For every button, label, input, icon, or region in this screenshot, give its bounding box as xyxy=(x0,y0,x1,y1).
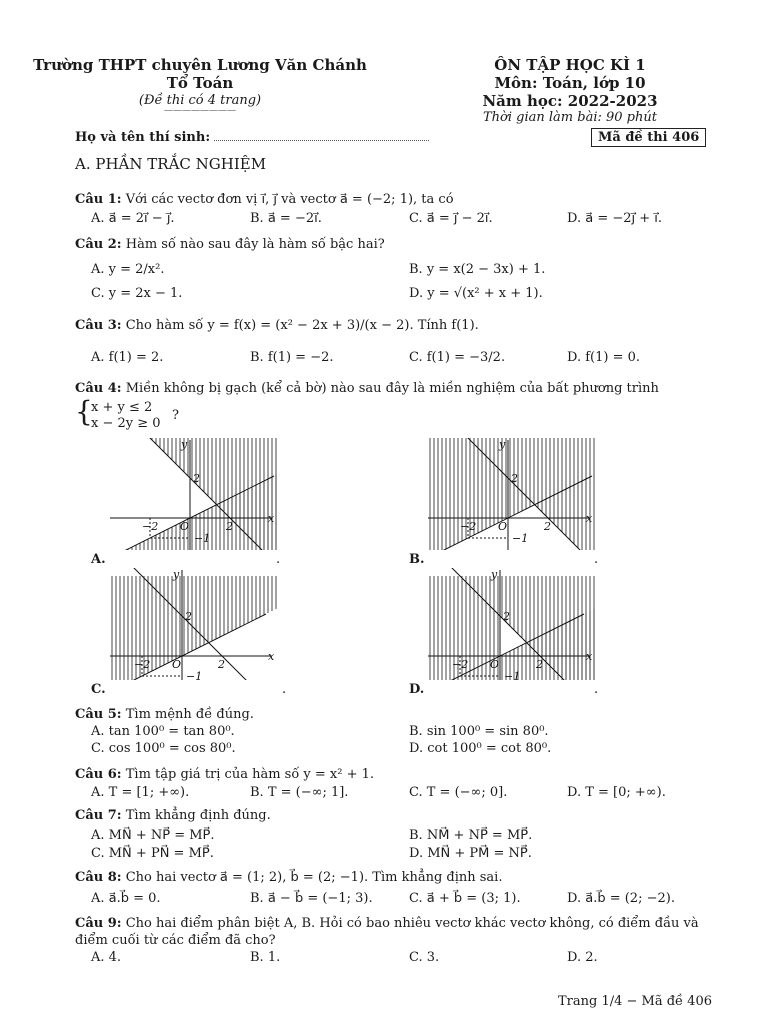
q2-option-c[interactable]: C. y = 2x − 1. xyxy=(91,286,183,301)
x-axis-label: x xyxy=(586,512,593,525)
x-axis-label: x xyxy=(268,650,275,663)
question-text: Miền không bị gạch (kể cả bờ) nào sau đây là miền nghiệm của bất phương trình xyxy=(125,381,659,396)
q9-option-d[interactable]: D. 2. xyxy=(567,950,598,965)
student-name-label: Họ và tên thí sinh: xyxy=(75,130,211,145)
q2-option-a[interactable]: A. y = 2/x². xyxy=(91,262,165,277)
school-year: Năm học: 2022-2023 xyxy=(482,92,658,110)
question-label: Câu 4: xyxy=(75,381,122,396)
tick-x-2: 2 xyxy=(226,520,233,533)
tick-x-neg-2: −2 xyxy=(142,520,159,533)
x-axis-label: x xyxy=(268,512,275,525)
graph-svg xyxy=(428,438,596,550)
q7-option-a[interactable]: A. MN⃗ + NP⃗ = MP⃗. xyxy=(91,828,215,843)
q3-option-d[interactable]: D. f(1) = 0. xyxy=(567,350,641,365)
q1-option-d[interactable]: D. a⃗ = −2j⃗ + i⃗. xyxy=(567,211,663,226)
q9-option-b[interactable]: B. 1. xyxy=(250,950,281,965)
tick-y-neg-1: −1 xyxy=(186,670,203,680)
q4-option-a-label[interactable]: A. xyxy=(91,552,106,567)
q3-option-c[interactable]: C. f(1) = −3/2. xyxy=(409,350,506,365)
y-axis-label: y xyxy=(181,438,188,451)
graph-svg xyxy=(110,438,278,550)
graph-option-d[interactable] xyxy=(428,568,596,680)
y-axis-label: y xyxy=(491,568,498,581)
q3-option-a[interactable]: A. f(1) = 2. xyxy=(91,350,164,365)
q4-option-d-period: . xyxy=(594,682,599,697)
department: Tổ Toán xyxy=(166,74,234,92)
q6-option-a[interactable]: A. T = [1; +∞). xyxy=(91,785,190,800)
tick-y-neg-1: −1 xyxy=(194,532,211,545)
q6-option-c[interactable]: C. T = (−∞; 0]. xyxy=(409,785,508,800)
question-label: Câu 8: xyxy=(75,870,122,885)
tick-x-2: 2 xyxy=(536,658,543,671)
question-label: Câu 1: xyxy=(75,192,122,207)
graph-option-c[interactable] xyxy=(110,568,278,680)
tick-x-neg-2: −2 xyxy=(452,658,469,671)
question-2 xyxy=(75,237,385,252)
q3-option-b[interactable]: B. f(1) = −2. xyxy=(250,350,334,365)
system-brace: { xyxy=(75,395,93,428)
question-label: Câu 2: xyxy=(75,237,122,252)
origin-label: O xyxy=(498,520,508,533)
question-4 xyxy=(75,381,659,396)
q7-option-d[interactable]: D. MN⃗ + PM⃗ = NP⃗. xyxy=(409,846,532,861)
q2-option-b[interactable]: B. y = x(2 − 3x) + 1. xyxy=(409,262,546,277)
q5-option-a[interactable]: A. tan 100⁰ = tan 80⁰. xyxy=(91,724,235,739)
subject: Môn: Toán, lớp 10 xyxy=(494,74,646,92)
question-label: Câu 7: xyxy=(75,808,122,823)
graph-svg xyxy=(110,568,278,680)
tick-y-neg-1: −1 xyxy=(504,670,521,680)
question-label: Câu 6: xyxy=(75,767,122,782)
q6-option-d[interactable]: D. T = [0; +∞). xyxy=(567,785,666,800)
y-axis-label: y xyxy=(499,438,506,451)
exam-time: Thời gian làm bài: 90 phút xyxy=(483,110,657,125)
section-title: A. PHẦN TRẮC NGHIỆM xyxy=(75,155,267,173)
q5-option-d[interactable]: D. cot 100⁰ = cot 80⁰. xyxy=(409,741,552,756)
tick-y-2: 2 xyxy=(511,472,518,485)
q7-option-c[interactable]: C. MN⃗ + PN⃗ = MP⃗. xyxy=(91,846,214,861)
q5-option-c[interactable]: C. cos 100⁰ = cos 80⁰. xyxy=(91,741,236,756)
question-text: Với các vectơ đơn vị i⃗, j⃗ và vectơ a⃗ = (−2; 1), ta có xyxy=(125,192,454,207)
q8-option-a[interactable]: A. a⃗.b⃗ = 0. xyxy=(91,891,161,906)
question-text: Hàm số nào sau đây là hàm số bậc hai? xyxy=(125,237,385,252)
q4-option-b-period: . xyxy=(594,552,599,567)
question-label: Câu 3: xyxy=(75,318,122,333)
student-name-row xyxy=(75,130,429,145)
system-question-mark: ? xyxy=(172,408,179,423)
question-9 xyxy=(75,916,699,931)
q6-option-b[interactable]: B. T = (−∞; 1]. xyxy=(250,785,349,800)
graph-option-b[interactable] xyxy=(428,438,596,550)
question-3 xyxy=(75,318,479,333)
q5-option-b[interactable]: B. sin 100⁰ = sin 80⁰. xyxy=(409,724,549,739)
q8-option-c[interactable]: C. a⃗ + b⃗ = (3; 1). xyxy=(409,891,521,906)
tick-x-neg-2: −2 xyxy=(134,658,151,671)
question-text: Cho hai điểm phân biệt A, B. Hỏi có bao nhiêu vectơ khác vectơ không, có điểm đầu và xyxy=(125,916,699,931)
origin-label: O xyxy=(180,520,190,533)
question-1 xyxy=(75,192,454,207)
tick-y-2: 2 xyxy=(185,610,192,623)
question-text: Cho hàm số y = f(x) = (x² − 2x + 3)/(x − 2). Tính f(1). xyxy=(125,318,479,333)
exam-code-box: Mã đề thi 406 xyxy=(591,128,706,147)
q7-option-b[interactable]: B. NM⃗ + NP⃗ = MP⃗. xyxy=(409,828,533,843)
q8-option-b[interactable]: B. a⃗ − b⃗ = (−1; 3). xyxy=(250,891,373,906)
q4-option-b-label[interactable]: B. xyxy=(409,552,425,567)
q4-option-a-period: . xyxy=(276,552,281,567)
question-7 xyxy=(75,808,271,823)
question-8 xyxy=(75,870,502,885)
q1-option-b[interactable]: B. a⃗ = −2i⃗. xyxy=(250,211,322,226)
question-text: Tìm tập giá trị của hàm số y = x² + 1. xyxy=(125,767,375,782)
exam-title: ÔN TẬP HỌC KÌ 1 xyxy=(494,56,646,74)
q4-option-d-label[interactable]: D. xyxy=(409,682,425,697)
q9-option-a[interactable]: A. 4. xyxy=(91,950,122,965)
tick-y-2: 2 xyxy=(503,610,510,623)
tick-y-2: 2 xyxy=(193,472,200,485)
student-name-field[interactable] xyxy=(214,130,429,141)
q4-option-c-label[interactable]: C. xyxy=(91,682,106,697)
graph-svg xyxy=(428,568,596,680)
school-name: Trường THPT chuyên Lương Văn Chánh xyxy=(33,56,367,74)
graph-option-a[interactable] xyxy=(110,438,278,550)
question-text: Tìm khẳng định đúng. xyxy=(125,808,271,823)
q4-option-c-period: . xyxy=(282,682,287,697)
q8-option-d[interactable]: D. a⃗.b⃗ = (2; −2). xyxy=(567,891,675,906)
q9-option-c[interactable]: C. 3. xyxy=(409,950,440,965)
tick-x-2: 2 xyxy=(544,520,551,533)
question-label: Câu 5: xyxy=(75,707,122,722)
x-axis-label: x xyxy=(586,650,593,663)
system-eq-2: x − 2y ≥ 0 xyxy=(91,416,161,431)
tick-x-2: 2 xyxy=(218,658,225,671)
question-5 xyxy=(75,707,254,722)
q1-option-c[interactable]: C. a⃗ = j⃗ − 2i⃗. xyxy=(409,211,493,226)
question-label: Câu 9: xyxy=(75,916,122,931)
y-axis-label: y xyxy=(173,568,180,581)
header-divider: ———————— xyxy=(164,106,236,116)
page-footer: Trang 1/4 − Mã đề 406 xyxy=(557,994,712,1009)
tick-x-neg-2: −2 xyxy=(460,520,477,533)
pages-note: (Đề thi có 4 trang) xyxy=(138,93,262,108)
question-text: Tìm mệnh đề đúng. xyxy=(125,707,254,722)
system-eq-1: x + y ≤ 2 xyxy=(91,400,153,415)
tick-y-neg-1: −1 xyxy=(512,532,529,545)
q1-option-a[interactable]: A. a⃗ = 2i⃗ − j⃗. xyxy=(91,211,175,226)
origin-label: O xyxy=(490,658,500,671)
origin-label: O xyxy=(172,658,182,671)
q2-option-d[interactable]: D. y = √(x² + x + 1). xyxy=(409,286,543,301)
question-text: Cho hai vectơ a⃗ = (1; 2), b⃗ = (2; −1). Tìm khẳng định sai. xyxy=(125,870,503,885)
question-6 xyxy=(75,767,374,782)
question-9-line-2: điểm cuối từ các điểm đã cho? xyxy=(75,933,276,948)
